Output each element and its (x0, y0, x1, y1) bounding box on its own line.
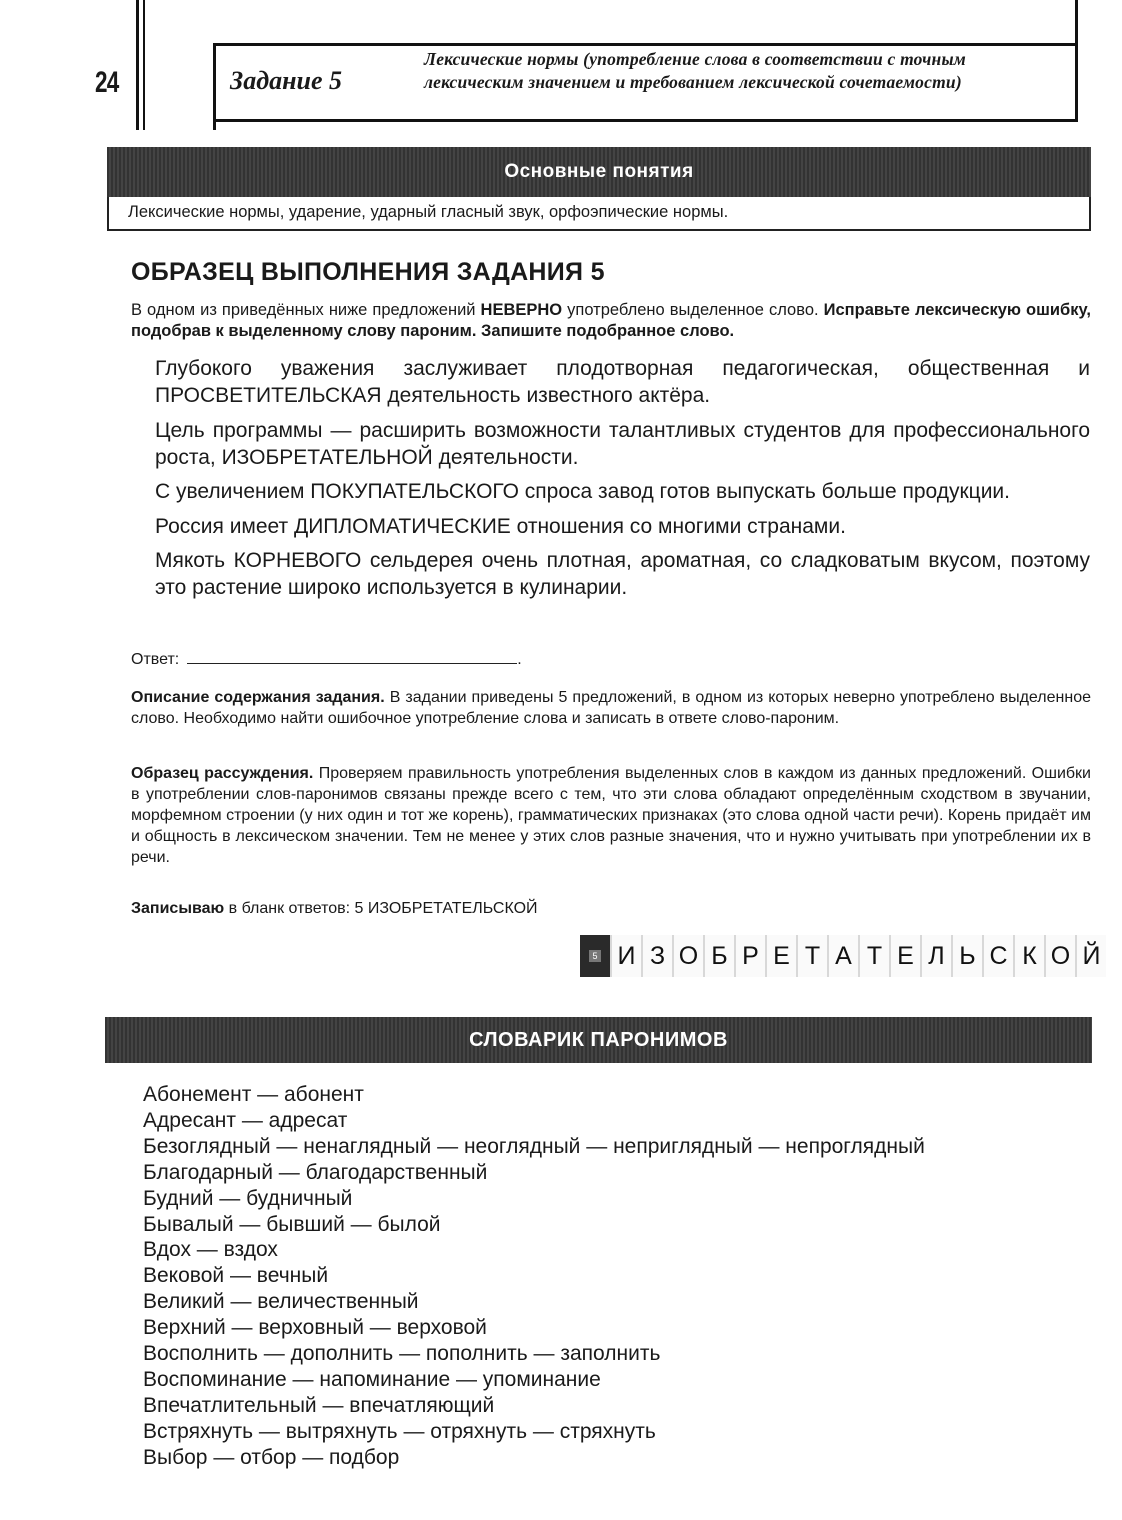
dictionary-entry: Благодарный — благодарственный (143, 1160, 488, 1184)
sample-reasoning: Образец рассуждения. Проверяем правильность употребления выделенных слов в каждом из данных предложений. Ошибки в употреблении слов-паронимов связаны прежде всего с тем, что эти слова обладают определённым сходством в звучании, морфемном строении (у них один и тот же корень), грамматических признаках (это слова одной части речи). Корень придаёт им и общность в лексическом значении. Тем не менее у этих слов разные значения, что и нужно учитывать при употреблении их в речи. (131, 765, 1091, 866)
header-frame-right (1075, 0, 1078, 122)
task-label: Задание 5 (230, 66, 343, 95)
answer-form-number: 5 (580, 935, 610, 977)
dictionary-entry: Абонемент — абонент (143, 1083, 364, 1106)
task-description: Описание содержания задания. В задании приведены 5 предложений, в одном из которых неверно употреблено выделенное слово. Необходимо найти ошибочное употребление слова и записать в ответе слово-пароним. (131, 689, 1092, 727)
dictionary-entry: Встряхнуть — вытряхнуть — отряхнуть — стряхнуть (143, 1419, 656, 1443)
answer-cell: Ь (951, 935, 982, 977)
header-frame-top (213, 43, 1078, 46)
header-frame-bottom (213, 119, 1078, 122)
answer-cell: О (1044, 935, 1075, 977)
sample-sentences (155, 355, 1090, 609)
sentence-5: Мякоть КОРНЕВОГО сельдерея очень плотная, ароматная, со сладковатым вкусом, поэтому это растение широко используется в кулинарии. (155, 549, 1090, 599)
header-frame-left-outer (136, 0, 139, 130)
dictionary-entry: Безоглядный — ненаглядный — неоглядный — неприглядный — непроглядный (143, 1134, 925, 1158)
sentence-2: Цель программы — расширить возможности талантливых студентов для профессионального роста, ИЗОБРЕТАТЕЛЬНОЙ деятельности. (155, 418, 1090, 469)
header-frame-task-left (213, 43, 216, 130)
concepts-text: Лексические нормы, ударение, ударный гласный звук, орфоэпические нормы. (128, 203, 729, 221)
dictionary-entry: Адресант — адресат (143, 1108, 348, 1132)
sample-instruction: В одном из приведённых ниже предложений НЕВЕРНО употреблено выделенное слово. Исправьте лексическую ошибку, подобрав к выделенному слову пароним. Запишите подобранное слово. (131, 301, 1091, 340)
answer-end: . (517, 651, 522, 668)
record-line: Записываю в бланк ответов: 5 ИЗОБРЕТАТЕЛЬСКОЙ (131, 900, 538, 917)
page-number: 24 (95, 66, 119, 99)
answer-cell: О (672, 935, 703, 977)
dictionary-entry: Вековой — вечный (143, 1264, 329, 1288)
dictionary-entry: Восполнить — дополнить — пополнить — заполнить (143, 1342, 661, 1366)
answer-cell: Й (1075, 935, 1106, 977)
dictionary-entry: Великий — величественный (143, 1290, 419, 1314)
answer-cell: Б (703, 935, 734, 977)
dictionary-entry: Воспоминание — напоминание — упоминание (143, 1367, 601, 1391)
answer-cell: И (610, 935, 641, 977)
dictionary-list (143, 1082, 925, 1471)
sample-title: ОБРАЗЕЦ ВЫПОЛНЕНИЯ ЗАДАНИЯ 5 (131, 258, 605, 286)
dictionary-entry: Верхний — верховный — верховой (143, 1316, 487, 1340)
dictionary-entry: Вдох — вздох (143, 1238, 278, 1262)
sentence-1: Глубокого уважения заслуживает плодотворная педагогическая, общественная и ПРОСВЕТИТЕЛЬСКАЯ деятельность известного актёра. (155, 357, 1090, 407)
answer-cell: Л (920, 935, 951, 977)
dictionary-title: СЛОВАРИК ПАРОНИМОВ (105, 1017, 1092, 1063)
answer-cell: Е (889, 935, 920, 977)
answer-form (580, 935, 1106, 977)
dictionary-entry: Бывалый — бывший — былой (143, 1212, 441, 1236)
answer-cell: Е (765, 935, 796, 977)
dictionary-entry: Выбор — отбор — подбор (143, 1445, 400, 1469)
concepts-title: Основные понятия (107, 147, 1091, 197)
answer-cell: К (1013, 935, 1044, 977)
sentence-3: С увеличением ПОКУПАТЕЛЬСКОГО спроса завод готов выпускать больше продукции. (155, 480, 1011, 503)
answer-cell: Т (858, 935, 889, 977)
task-topic: Лексические нормы (употребление слова в соответствии с точным лексическим значением и требованием лексической сочетаемости) (424, 49, 966, 92)
answer-cell: Р (734, 935, 765, 977)
answer-row (131, 651, 522, 669)
answer-cell: З (641, 935, 672, 977)
dictionary-entry: Впечатлительный — впечатляющий (143, 1393, 495, 1417)
answer-line (187, 651, 517, 664)
answer-cell: А (827, 935, 858, 977)
header-frame-left-inner (143, 0, 145, 130)
answer-label: Ответ: (131, 651, 180, 668)
answer-cell: Т (796, 935, 827, 977)
sentence-4: Россия имеет ДИПЛОМАТИЧЕСКИЕ отношения со многими странами. (155, 514, 846, 538)
answer-cell: С (982, 935, 1013, 977)
dictionary-entry: Будний — будничный (143, 1186, 353, 1210)
